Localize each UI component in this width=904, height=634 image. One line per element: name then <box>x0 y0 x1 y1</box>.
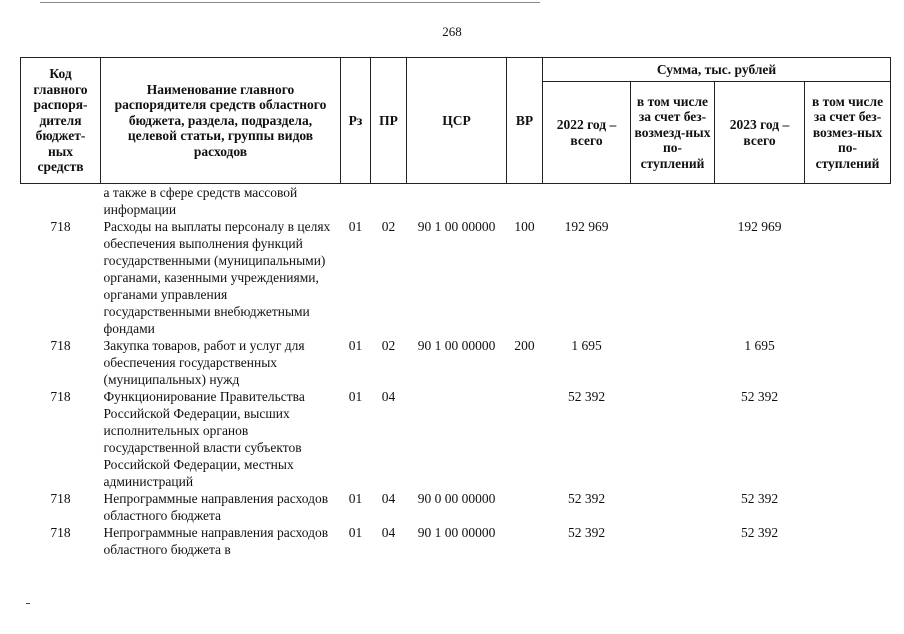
cell-code <box>21 184 101 219</box>
table-row <box>21 524 891 558</box>
table-header <box>21 58 891 184</box>
cell-y2022-free <box>631 218 715 337</box>
cell-y2023: 52 392 <box>740 491 779 506</box>
cell-y2022-free <box>631 184 715 219</box>
cell-y2022: 192 969 <box>564 219 609 234</box>
cell-csr <box>407 184 507 219</box>
cell-csr: 90 0 00 00000 <box>417 491 496 506</box>
table-body <box>21 184 891 559</box>
cell-vr: 100 <box>514 219 535 234</box>
cell-pr: 04 <box>381 389 396 404</box>
cell-name: Закупка товаров, работ и услуг для обеспечения государственных (муниципальных) нужд <box>103 338 305 387</box>
top-rule <box>40 2 540 3</box>
cell-y2023-free <box>805 524 891 558</box>
cell-rz: 01 <box>348 219 363 234</box>
cell-y2022: 1 695 <box>571 338 602 353</box>
cell-code: 718 <box>50 491 71 506</box>
header-2023-total: 2023 год – всего <box>715 82 805 184</box>
header-2022-total: 2022 год – всего <box>543 82 631 184</box>
cell-pr: 02 <box>381 219 396 234</box>
cell-y2022: 52 392 <box>567 491 606 506</box>
cell-y2023 <box>715 184 805 219</box>
header-code: Код главного распоря-дителя бюджет-ных средств <box>21 58 101 184</box>
cell-y2022-free <box>631 337 715 388</box>
cell-y2023-free <box>805 337 891 388</box>
cell-csr: 90 1 00 00000 <box>417 525 496 540</box>
cell-y2022: 52 392 <box>567 525 606 540</box>
cell-y2022-free <box>631 388 715 490</box>
cell-rz: 01 <box>348 525 363 540</box>
cell-code: 718 <box>50 525 71 540</box>
table-row <box>21 218 891 337</box>
cell-y2023: 192 969 <box>737 219 782 234</box>
table-row <box>21 388 891 490</box>
cell-y2023: 52 392 <box>740 389 779 404</box>
cell-pr: 04 <box>381 525 396 540</box>
cell-pr: 02 <box>381 338 396 353</box>
cell-vr <box>507 388 543 490</box>
page-number: 268 <box>442 24 462 39</box>
header-vr: ВР <box>507 58 543 184</box>
cell-y2023: 52 392 <box>740 525 779 540</box>
cell-y2023-free <box>805 490 891 524</box>
header-2023-free: в том числе за счет без-возмез-ных по-ступлений <box>805 82 891 184</box>
budget-table <box>20 57 891 558</box>
cell-csr <box>407 388 507 490</box>
scan-mark <box>26 603 30 604</box>
cell-rz <box>341 184 371 219</box>
cell-y2023-free <box>805 184 891 219</box>
header-csr: ЦСР <box>407 58 507 184</box>
header-2022-free: в том числе за счет без-возмезд-ных по-ступлений <box>631 82 715 184</box>
cell-vr <box>507 490 543 524</box>
cell-y2022 <box>543 184 631 219</box>
cell-rz: 01 <box>348 491 363 506</box>
cell-csr: 90 1 00 00000 <box>417 219 496 234</box>
table-row <box>21 184 891 219</box>
cell-code: 718 <box>50 389 71 404</box>
cell-name: Функционирование Правительства Российской Федерации, высших исполнительных органов государственной власти субъектов Российской Федерации, местных администраций <box>103 389 305 489</box>
cell-y2022-free <box>631 524 715 558</box>
cell-vr <box>507 524 543 558</box>
header-rz: Рз <box>341 58 371 184</box>
cell-name: Непрограммные направления расходов областного бюджета <box>103 491 329 523</box>
cell-pr: 04 <box>381 491 396 506</box>
cell-code: 718 <box>50 338 71 353</box>
cell-vr: 200 <box>514 338 535 353</box>
header-pr: ПР <box>371 58 407 184</box>
cell-pr <box>371 184 407 219</box>
cell-y2023-free <box>805 388 891 490</box>
cell-y2022-free <box>631 490 715 524</box>
cell-name: Непрограммные направления расходов областного бюджета в <box>103 525 329 557</box>
cell-y2023: 1 695 <box>744 338 775 353</box>
cell-rz: 01 <box>348 338 363 353</box>
cell-vr <box>507 184 543 219</box>
cell-name: а также в сфере средств массовой информации <box>103 185 298 217</box>
header-name: Наименование главного распорядителя средств областного бюджета, раздела, подраздела, целевой статьи, группы видов расходов <box>101 58 341 184</box>
cell-y2022: 52 392 <box>567 389 606 404</box>
cell-y2023-free <box>805 218 891 337</box>
table-row <box>21 490 891 524</box>
cell-csr: 90 1 00 00000 <box>417 338 496 353</box>
table-row <box>21 337 891 388</box>
cell-rz: 01 <box>348 389 363 404</box>
cell-code: 718 <box>50 219 71 234</box>
header-sum-group: Сумма, тыс. рублей <box>543 58 891 82</box>
cell-name: Расходы на выплаты персоналу в целях обеспечения выполнения функций государственными (муниципальными) органами, казенными учреждениями, органами управления государственными внебюджетными фондами <box>103 219 331 336</box>
